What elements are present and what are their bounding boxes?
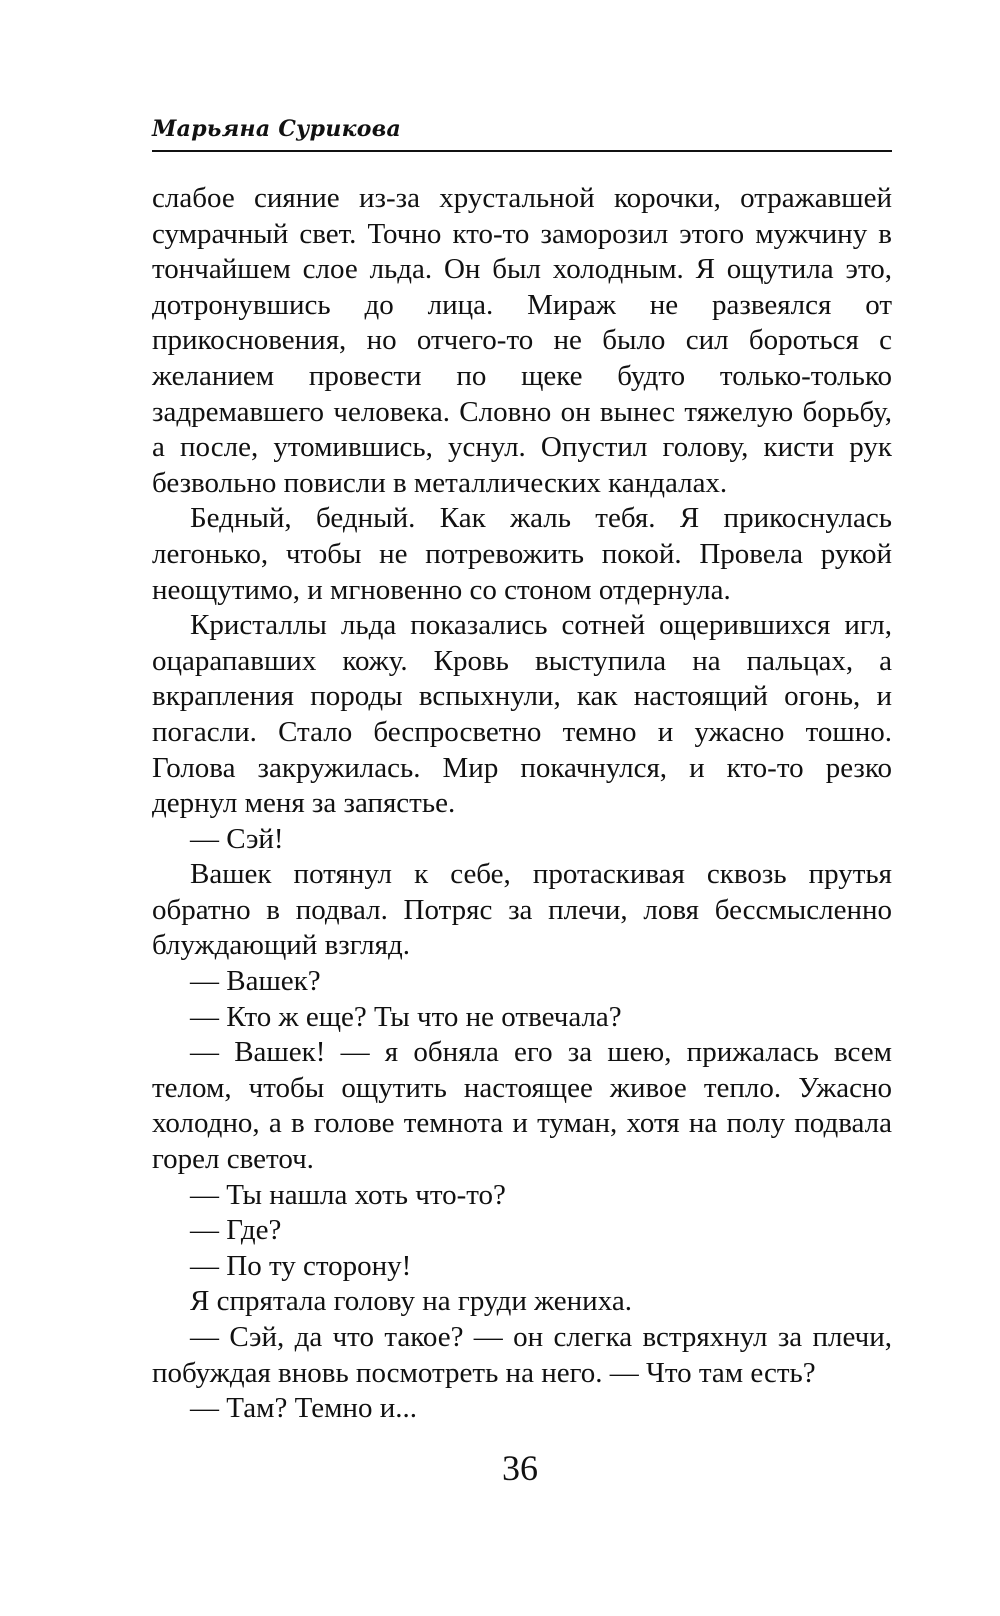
dialogue-line: — Ты нашла хоть что-то? (190, 1178, 506, 1211)
dialogue-line: — Там? Темно и... (190, 1392, 417, 1425)
paragraph: слабое сияние из-за хрустальной корочки, отражавшей сумрачный свет. Точно кто-то заморозил этого мужчину в тончайшем слое льда. Он был холодным. Я ощутила это, дотронувшись до лица. Мираж не развеялся от прикосновения, но отчего-то не было сил бороться с желанием провести по щеке будто только-только задремавшего человека. Словно он вынес тяжелую борьбу, а после, утомившись, уснул. Опустил голову, кисти рук безвольно повисли в металлических кандалах. (152, 182, 892, 499)
dialogue-line: — Сэй! (190, 822, 284, 855)
header-rule (152, 150, 892, 152)
running-head (152, 116, 892, 150)
page-number: 36 (502, 1448, 538, 1488)
body-text (152, 181, 892, 1427)
dialogue-line: — Вашек! — я обняла его за шею, прижалась всем телом, чтобы ощутить настоящее живое тепло. Ужасно холодно, а в голове темнота и туман, хотя на полу подвала горел светоч. (152, 1036, 892, 1176)
paragraph: Вашек потянул к себе, протаскивая сквозь прутья обратно в подвал. Потряс за плечи, ловя бессмысленно блуждающий взгляд. (152, 858, 892, 962)
paragraph: Кристаллы льда показались сотней ощерившихся игл, оцарапавших кожу. Кровь выступила на пальцах, а вкрапления породы вспыхнули, как настоящий огонь, и погасли. Стало беспросветно темно и ужасно тошно. Голова закружилась. Мир покачнулся, и кто-то резко дернул меня за запястье. (152, 609, 892, 820)
dialogue-line: — По ту сторону! (190, 1249, 412, 1282)
dialogue-line: — Кто ж еще? Ты что не отвечала? (190, 1000, 622, 1033)
author-name: Марьяна Сурикова (152, 116, 402, 142)
dialogue-line: — Вашек? (190, 965, 321, 998)
paragraph: Я спрятала голову на груди жениха. (190, 1285, 632, 1318)
dialogue-line: — Где? (190, 1214, 282, 1247)
dialogue-line: — Сэй, да что такое? — он слегка встряхнул за плечи, побуждая вновь посмотреть на него. — Что там есть? (152, 1321, 892, 1389)
paragraph: Бедный, бедный. Как жаль тебя. Я прикоснулась легонько, чтобы не потревожить покой. Провела рукой неощутимо, и мгновенно со стоном отдернула. (152, 502, 892, 606)
